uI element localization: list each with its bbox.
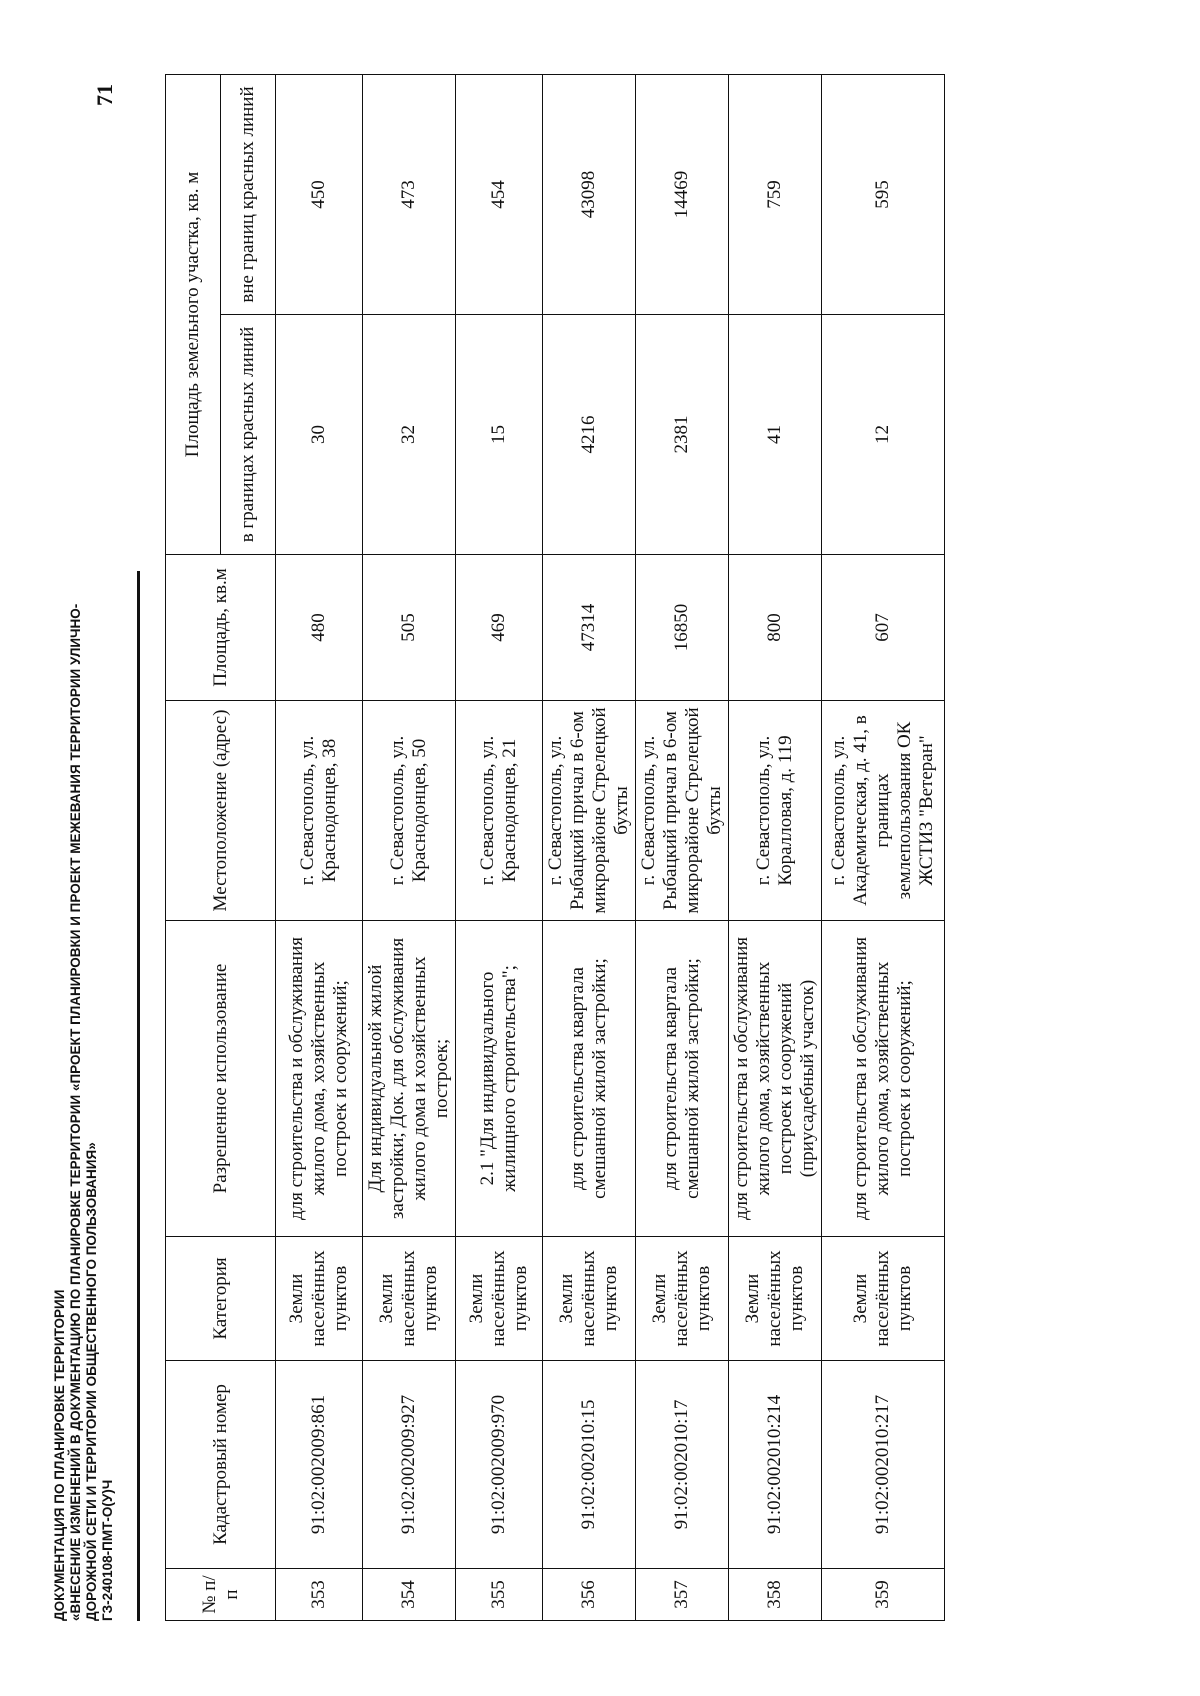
cell-num: 359: [822, 1569, 945, 1621]
cell-cadastral: 91:02:002009:927: [363, 1361, 456, 1569]
cell-location: г. Севастополь, ул. Краснодонцев, 38: [276, 701, 363, 921]
cell-inside: 30: [276, 315, 363, 555]
cell-permitted-use: для строительства и обслуживания жилого дома, хозяйственных построек и сооружений;: [276, 921, 363, 1237]
table-body: [276, 75, 945, 1621]
cell-cadastral: 91:02:002010:17: [636, 1361, 729, 1569]
cell-inside: 41: [729, 315, 822, 555]
header-num: № п/п: [166, 1569, 276, 1621]
land-plots-table-wrapper: [165, 75, 945, 1621]
header-plot-area-group: Площадь земельного участка, кв. м: [166, 75, 221, 555]
header-line: «ВНЕСЕНИЕ ИЗМЕНЕНИЙ В ДОКУМЕНТАЦИЮ ПО ПЛАНИРОВКЕ ТЕРРИТОРИИ «ПРОЕКТ ПЛАНИРОВКИ И ПРОЕКТ МЕЖЕВАНИЯ ТЕРРИТОРИИ УЛИЧНО-: [68, 603, 83, 1621]
table-row: [363, 75, 456, 1621]
cell-outside: 595: [822, 75, 945, 315]
cell-permitted-use: для строительства и обслуживания жилого дома, хозяйственных построек и сооружений (приусадебный участок): [729, 921, 822, 1237]
cell-location: г. Севастополь, ул. Академическая, д. 41, в границах землепользования ОК ЖСТИЗ "Ветеран": [822, 701, 945, 921]
cell-inside: 4216: [543, 315, 636, 555]
cell-cadastral: 91:02:002010:217: [822, 1361, 945, 1569]
table-row: [543, 75, 636, 1621]
table-row: [456, 75, 543, 1621]
cell-permitted-use: Для индивидуальной жилой застройки; Док. для обслуживания жилого дома и хозяйственных построек;: [363, 921, 456, 1237]
cell-area: 800: [729, 555, 822, 701]
cell-area: 607: [822, 555, 945, 701]
cell-permitted-use: для строительства квартала смешанной жилой застройки;: [543, 921, 636, 1237]
cell-inside: 32: [363, 315, 456, 555]
cell-outside: 14469: [636, 75, 729, 315]
table-row: [822, 75, 945, 1621]
cell-location: г. Севастополь, ул. Коралловая, д. 119: [729, 701, 822, 921]
header-area: Площадь, кв.м: [166, 555, 276, 701]
cell-outside: 473: [363, 75, 456, 315]
cell-inside: 15: [456, 315, 543, 555]
document-header: [52, 21, 116, 1621]
cell-category: Земли населённых пунктов: [729, 1237, 822, 1361]
cell-cadastral: 91:02:002009:970: [456, 1361, 543, 1569]
cell-permitted-use: для строительства и обслуживания жилого дома, хозяйственных построек и сооружений;: [822, 921, 945, 1237]
page-number: 71: [92, 84, 117, 106]
header-line: ДОКУМЕНТАЦИЯ ПО ПЛАНИРОВКЕ ТЕРРИТОРИИ: [52, 1289, 67, 1621]
header-cadastral: Кадастровый номер: [166, 1361, 276, 1569]
cell-location: г. Севастополь, ул. Рыбацкий причал в 6-ом микрорайоне Стрелецкой бухты: [543, 701, 636, 921]
table-row: [276, 75, 363, 1621]
table-row: [729, 75, 822, 1621]
cell-category: Земли населённых пунктов: [276, 1237, 363, 1361]
cell-category: Земли населённых пунктов: [636, 1237, 729, 1361]
table-header: [166, 75, 276, 1621]
header-location: Местоположение (адрес): [166, 701, 276, 921]
table-row: [636, 75, 729, 1621]
cell-area: 505: [363, 555, 456, 701]
cell-cadastral: 91:02:002010:214: [729, 1361, 822, 1569]
cell-area: 469: [456, 555, 543, 701]
cell-category: Земли населённых пунктов: [543, 1237, 636, 1361]
cell-outside: 450: [276, 75, 363, 315]
cell-cadastral: 91:02:002009:861: [276, 1361, 363, 1569]
cell-area: 47314: [543, 555, 636, 701]
cell-outside: 454: [456, 75, 543, 315]
land-plots-table: [165, 74, 945, 1621]
cell-outside: 759: [729, 75, 822, 315]
cell-inside: 2381: [636, 315, 729, 555]
header-outside-red-lines: вне границ красных линий: [221, 75, 276, 315]
header-inside-red-lines: в границах красных линий: [221, 315, 276, 555]
header-permitted-use: Разрешенное использование: [166, 921, 276, 1237]
cell-num: 357: [636, 1569, 729, 1621]
cell-area: 16850: [636, 555, 729, 701]
cell-outside: 43098: [543, 75, 636, 315]
header-category: Категория: [166, 1237, 276, 1361]
cell-num: 354: [363, 1569, 456, 1621]
header-line: ДОРОЖНОЙ СЕТИ И ТЕРРИТОРИИ ОБЩЕСТВЕННОГО ПОЛЬЗОВАНИЯ»: [84, 1142, 99, 1621]
cell-permitted-use: для строительства квартала смешанной жилой застройки;: [636, 921, 729, 1237]
cell-num: 358: [729, 1569, 822, 1621]
cell-area: 480: [276, 555, 363, 701]
cell-num: 353: [276, 1569, 363, 1621]
cell-location: г. Севастополь, ул. Рыбацкий причал в 6-ом микрорайоне Стрелецкой бухты: [636, 701, 729, 921]
cell-category: Земли населённых пунктов: [363, 1237, 456, 1361]
cell-permitted-use: 2.1 "Для индивидуального жилищного строительства";: [456, 921, 543, 1237]
cell-category: Земли населённых пунктов: [822, 1237, 945, 1361]
cell-location: г. Севастополь, ул. Краснодонцев, 50: [363, 701, 456, 921]
cell-category: Земли населённых пунктов: [456, 1237, 543, 1361]
cell-num: 355: [456, 1569, 543, 1621]
cell-inside: 12: [822, 315, 945, 555]
cell-location: г. Севастополь, ул. Краснодонцев, 21: [456, 701, 543, 921]
cell-cadastral: 91:02:002010:15: [543, 1361, 636, 1569]
header-rule: [137, 571, 140, 1621]
header-line: ГЗ-240108-ПМТ-О(У)Ч: [100, 1479, 115, 1621]
cell-num: 356: [543, 1569, 636, 1621]
